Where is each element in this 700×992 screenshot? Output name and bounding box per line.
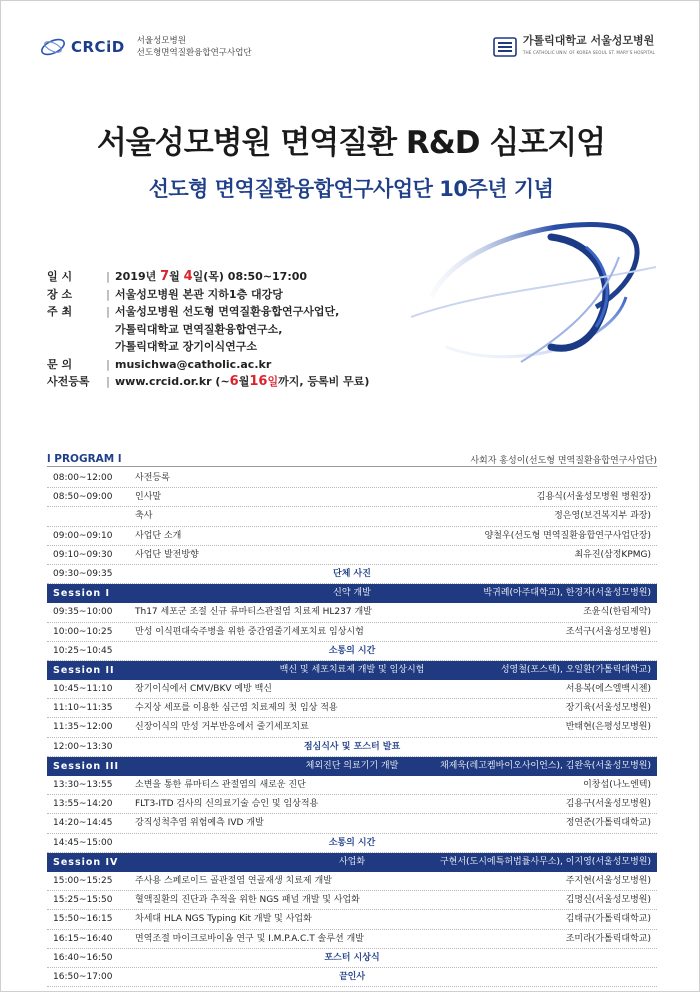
left-org-line2: 선도형면역질환융합연구사업단: [136, 48, 252, 58]
left-org-line1: 서울성모병원: [136, 36, 186, 46]
session-label: Session I: [53, 588, 110, 600]
row-speaker: 조윤식(한림제약): [583, 607, 651, 618]
contact-email[interactable]: musichwa@catholic.ac.kr: [115, 357, 272, 371]
place-value: 서울성모병원 본관 지하1층 대강당: [115, 287, 283, 301]
program-moderator: 사회자 홍성이(선도형 면역질환융합연구사업단): [470, 456, 657, 466]
row-topic: 면역조절 마이크로바이옴 연구 및 I.M.P.A.C.T 솔루션 개발: [135, 933, 364, 944]
hospital-english-name: THE CATHOLIC UNIV. OF KOREA SEOUL ST. MARY'S HOSPITAL: [522, 50, 655, 55]
registration-url[interactable]: www.crcid.or.kr: [115, 375, 212, 388]
info-host-row: 주 최 | 서울성모병원 선도형 면역질환융합연구사업단,: [47, 303, 369, 321]
crcid-wordmark: CRCiD: [71, 38, 125, 56]
program-break-row: [47, 642, 657, 661]
info-contact-row: 문 의 | musichwa@catholic.ac.kr: [47, 356, 369, 374]
program-row: [47, 469, 657, 488]
program-row: [47, 930, 657, 949]
program-break-row: [47, 834, 657, 853]
program-break-row: [47, 968, 657, 987]
row-time: 13:30~13:55: [53, 780, 113, 790]
row-speaker: 김용식(서울성모병원 병원장): [536, 492, 651, 503]
session-chairs: 구현서(도시에특허법률사무소), 이지영(서울성모병원): [439, 856, 651, 867]
contact-label: 문 의: [47, 357, 73, 371]
row-speaker: 서용복(에스엘백시젠): [565, 684, 651, 695]
row-topic: FLT3-ITD 검사의 신의료기술 승인 및 임상적용: [135, 799, 319, 810]
row-time: 13:55~14:20: [53, 799, 113, 810]
row-speaker: 정연준(가톨릭대학교): [565, 818, 651, 829]
program-row: [47, 603, 657, 622]
row-speaker: 주지현(서울성모병원): [565, 875, 651, 886]
info-registration-row: 사전등록 | www.crcid.or.kr (~6월16일까지, 등록비 무료): [47, 374, 370, 389]
program-row: [47, 814, 657, 833]
row-speaker: 정은영(보건복지부 과장): [554, 511, 651, 522]
session-label: Session III: [53, 760, 120, 772]
session-chairs: 박귀례(아주대학교), 한경자(서울성모병원): [483, 588, 651, 599]
row-time: 15:00~15:25: [53, 875, 113, 886]
session-header-row: [47, 661, 657, 680]
row-topic: 혈액질환의 진단과 추적을 위한 NGS 패널 개발 및 사업화: [135, 895, 360, 906]
row-topic: 인사말: [135, 492, 162, 503]
row-speaker: 양철우(선도형 면역질환융합연구사업단장): [484, 530, 651, 541]
row-time: 10:25~10:45: [53, 645, 113, 656]
program-row: [47, 718, 657, 737]
session-header-row: [47, 757, 657, 776]
decorative-swirl-graphic: [401, 197, 671, 377]
row-time: 15:50~16:15: [53, 914, 113, 925]
row-speaker: 장기육(서울성모병원): [565, 703, 651, 714]
row-speaker: 김용구(서울성모병원): [565, 799, 651, 810]
crcid-swirl-icon: [39, 35, 69, 59]
row-topic: 장기이식에서 CMV/BKV 예방 백신: [135, 684, 272, 695]
date-label: 일 시: [47, 270, 73, 283]
row-topic: Th17 세포군 조절 신규 류마티스관절염 치료제 HL237 개발: [135, 607, 372, 618]
row-speaker: 김태규(가톨릭대학교): [565, 914, 651, 925]
row-time: 11:10~11:35: [53, 703, 113, 714]
row-speaker: 최유진(삼정KPMG): [574, 549, 651, 560]
row-speaker: 조석구(서울성모병원): [565, 626, 651, 637]
row-topic: 신장이식의 만성 거부반응에서 줄기세포치료: [135, 722, 309, 733]
program-title: l PROGRAM l: [47, 453, 122, 465]
row-speaker: 김명신(서울성모병원): [565, 895, 651, 906]
program-break-row: [47, 565, 657, 584]
row-time: 12:00~13:30: [53, 741, 113, 752]
row-time: 08:00~12:00: [53, 473, 113, 483]
row-speaker: 반태현(은평성모병원): [565, 722, 651, 733]
session-label: Session IV: [53, 856, 119, 868]
page-title: 서울성모병원 면역질환 R&D 심포지엄: [96, 125, 606, 161]
row-time: 14:45~15:00: [53, 837, 113, 848]
host-line1: 서울성모병원 선도형 면역질환융합연구사업단,: [115, 305, 340, 318]
break-title: 포스터 시상식: [324, 952, 380, 963]
row-topic: 사업단 발전방향: [135, 549, 199, 560]
row-time: 11:35~12:00: [53, 722, 113, 733]
program-row: [47, 776, 657, 795]
program-row: [47, 872, 657, 891]
row-topic: 사전등록: [135, 473, 170, 483]
row-time: 09:10~09:30: [53, 549, 113, 560]
session-title: 사업화: [338, 856, 366, 867]
row-topic: 만성 이식편대숙주병을 위한 중간엽줄기세포치료 임상시험: [135, 626, 364, 637]
row-time: 08:50~09:00: [53, 492, 113, 503]
session-header-row: [47, 853, 657, 872]
host-line3: 가톨릭대학교 장기이식연구소: [115, 340, 257, 353]
row-topic: 축사: [135, 511, 153, 522]
date-value: 2019년 7월 4일(목) 08:50~17:00: [115, 269, 308, 284]
break-title: 끝인사: [338, 971, 366, 982]
page-subtitle: 선도형 면역질환융합연구사업단 10주년 기념: [148, 177, 554, 201]
registration-label: 사전등록: [47, 375, 90, 388]
break-title: 단체 사진: [333, 568, 371, 579]
info-date-row: 일 시 | 2019년 7월 4일(목) 08:50~17:00: [47, 269, 308, 284]
row-topic: 차세대 HLA NGS Typing Kit 개발 및 사업화: [135, 914, 312, 925]
row-time: 15:25~15:50: [53, 895, 113, 906]
row-topic: 소변을 통한 류마티스 관절염의 새로운 진단: [135, 780, 306, 790]
session-header-row: [47, 584, 657, 603]
program-row: [47, 891, 657, 910]
program-row: [47, 488, 657, 507]
break-title: 점심식사 및 포스터 발표: [303, 741, 401, 752]
row-topic: 강직성척추염 위험예측 IVD 개발: [135, 818, 264, 829]
row-speaker: 이창섭(나노엔텍): [583, 780, 651, 790]
session-title: 백신 및 세포치료제 개발 및 임상시험: [279, 664, 425, 675]
row-time: 09:30~09:35: [53, 568, 113, 579]
event-info: [47, 268, 369, 391]
session-chairs: 성영철(포스텍), 오일환(가톨릭대학교): [500, 664, 651, 675]
session-chairs: 채제욱(레고켐바이오사이언스), 김완욱(서울성모병원): [439, 760, 651, 771]
crcid-logo: [39, 35, 252, 59]
row-time: 09:35~10:00: [53, 607, 113, 618]
row-topic: 사업단 소개: [135, 530, 182, 541]
program-row: [47, 623, 657, 642]
break-title: 소통의 시간: [328, 837, 376, 848]
program-row: [47, 795, 657, 814]
place-label: 장 소: [47, 287, 73, 301]
row-topic: 주사용 스페로이드 골관절염 연골재생 치료제 개발: [135, 875, 332, 886]
row-speaker: 조미라(가톨릭대학교): [565, 933, 651, 944]
host-line2: 가톨릭대학교 면역질환융합연구소,: [115, 322, 283, 336]
program-row: [47, 910, 657, 929]
program-row: [47, 680, 657, 699]
program-break-row: [47, 949, 657, 968]
program-row: [47, 546, 657, 565]
row-time: 10:00~10:25: [53, 626, 113, 637]
program-break-row: [47, 738, 657, 757]
row-time: 16:40~16:50: [53, 952, 113, 963]
row-time: 16:15~16:40: [53, 933, 113, 944]
break-title: 소통의 시간: [328, 645, 376, 656]
hospital-name: 가톨릭대학교 서울성모병원: [522, 34, 655, 47]
row-time: 16:50~17:00: [53, 971, 113, 982]
row-time: 10:45~11:10: [53, 684, 113, 695]
hospital-logo: [493, 35, 655, 59]
host-label: 주 최: [47, 305, 73, 318]
info-place-row: 장 소 | 서울성모병원 본관 지하1층 대강당: [47, 286, 369, 304]
row-time: 09:00~09:10: [53, 530, 113, 541]
row-time: 14:20~14:45: [53, 818, 113, 829]
program-row: [47, 507, 657, 526]
registration-value: www.crcid.or.kr (~6월16일까지, 등록비 무료): [115, 374, 370, 389]
hospital-emblem-icon: [493, 36, 517, 58]
program-table: [47, 469, 657, 987]
session-label: Session II: [53, 664, 115, 676]
program-row: [47, 527, 657, 546]
session-title: 신약 개발: [333, 588, 371, 599]
program-row: [47, 699, 657, 718]
program-divider: [47, 466, 657, 467]
row-topic: 수지상 세포를 이용한 심근염 치료제의 첫 임상 적용: [135, 703, 338, 714]
session-title: 체외진단 의료기기 개발: [305, 760, 399, 771]
